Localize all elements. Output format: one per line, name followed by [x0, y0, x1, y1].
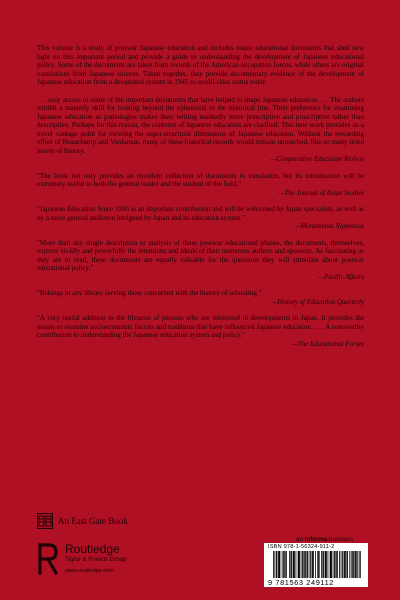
barcode-bar	[294, 551, 295, 578]
barcode-bar	[353, 551, 354, 578]
barcode-bar	[298, 551, 299, 578]
barcode-bar	[274, 551, 275, 578]
barcode-bar	[312, 551, 313, 578]
barcode-bar	[315, 551, 316, 578]
review-text: "A very useful addition to the libraries of persons who are interested in developments in Japan. It provides the means to examine socioeconomic factors and traditions that have influenced Japanese education. . . . A noteworthy contribution to understanding the Japanese education system and policy."	[37, 314, 364, 339]
publisher-group: Taylor & Francis Group	[65, 557, 127, 563]
barcode-bar	[331, 551, 332, 578]
intro-paragraph: This volume is a study of postwar Japanese education and includes major educational documents that shed new light on this important period and provide a guide to understanding the development of Japanese educational policy. Some of the documents are taken from records of the American occupation forces, while others are original translations from Japanese sources. Taken together, they provide documentary evidence of the development of Japanese education from a devastated system in 1945 to world-class status today.	[37, 44, 364, 86]
barcode-bar	[312, 551, 313, 578]
barcode-bar	[328, 551, 329, 578]
review-text: "More than any single description or analysis of these postwar educational phases, the documents, themselves, express vividly and powerfully the intentions and ideals of their numerous authors and sponsors. As fascinating as they are to read, these documents are equally valuable for the questions they will stimulate about postwar educational policy."	[37, 238, 364, 272]
barcode-bar	[293, 551, 294, 578]
barcode-bar	[336, 551, 337, 578]
barcode-bar	[299, 551, 300, 578]
barcode-bar	[298, 551, 299, 578]
barcode-bar	[289, 551, 290, 578]
barcode-bar	[359, 551, 360, 578]
publisher-block	[37, 543, 126, 575]
barcode-bar	[347, 551, 348, 578]
review-text: "Belongs in any library serving those concerned with the history of schooling."	[37, 289, 262, 297]
barcode-bar	[291, 551, 292, 578]
barcode-bar	[318, 551, 319, 578]
barcode-bar	[334, 551, 335, 578]
barcode-box	[264, 543, 368, 587]
barcode-bar	[293, 551, 294, 578]
barcode-bar	[303, 551, 304, 578]
barcode-bar	[296, 551, 297, 578]
barcode-bar	[280, 551, 281, 578]
barcode-bar	[313, 551, 314, 578]
isbn-label: ISBN 978-1-56324-911-2	[268, 544, 335, 550]
barcode-bar	[344, 551, 345, 578]
review-asian-studies	[37, 172, 364, 199]
barcode-bar	[339, 551, 340, 578]
informa-brand: informa	[304, 536, 328, 543]
barcode-bar	[319, 551, 320, 578]
cover-text	[37, 44, 364, 349]
barcode-bar	[286, 551, 287, 578]
barcode-bar	[306, 551, 307, 578]
barcode-bar	[344, 551, 345, 578]
barcode-bar	[325, 551, 326, 578]
review-pacific-affairs	[37, 239, 364, 283]
publisher-url: www.routledge.com	[65, 568, 114, 574]
review-source: —Monumenta Nipponica	[294, 223, 364, 230]
barcode-bar	[322, 551, 323, 578]
barcode-bar	[278, 551, 279, 578]
barcode-bar	[337, 551, 338, 578]
barcode-bar	[346, 551, 347, 578]
review-text: "Japanese Education Since 1945 is an important contribution and will be welcomed by Japan specialists, as well as by a more general audience intrigued by Japan and its education system."	[37, 205, 364, 222]
barcode-bar	[360, 551, 361, 578]
barcode-bar	[304, 551, 305, 578]
barcode-bar	[317, 551, 318, 578]
review-text: "The book not only provides an excellent collection of documents in translation, but its introduction will be extremely useful to both the general reader and the student of the field."	[37, 171, 364, 188]
barcode-bar	[277, 551, 278, 578]
barcode-bar	[307, 551, 308, 578]
publisher-name: Routledge	[65, 542, 120, 556]
barcode-bars-icon	[273, 551, 361, 578]
barcode-bar	[342, 551, 343, 578]
barcode-bar	[301, 551, 302, 578]
barcode-bar	[356, 551, 357, 578]
barcode-bar	[323, 551, 324, 578]
review-source: —Comparative Education Review	[270, 156, 364, 163]
barcode-bar	[326, 551, 327, 578]
barcode-bar	[290, 551, 291, 578]
barcode-bar	[355, 551, 356, 578]
review-history-education	[37, 289, 364, 307]
review-educational-forum	[37, 314, 364, 349]
review-source: —Pacific Affairs	[317, 273, 364, 281]
east-gate-logo-icon	[37, 513, 53, 529]
east-gate-label: An East Gate Book	[58, 516, 128, 526]
review-source: —The Journal of Asian Studies	[278, 189, 364, 197]
barcode-bar	[341, 551, 342, 578]
barcode-bar	[354, 551, 355, 578]
barcode-bar	[276, 551, 277, 578]
barcode-bar	[325, 551, 326, 578]
barcode-bar	[273, 551, 274, 578]
barcode-bar	[349, 551, 350, 578]
routledge-logo-icon	[37, 543, 59, 575]
informa-prefix: an	[296, 536, 305, 543]
review-source: —History of Education Quarterly	[271, 298, 364, 306]
barcode-bar	[352, 551, 353, 578]
barcode-number: 9 781563 249112	[268, 578, 334, 587]
review-text: . . . easy access to some of the important documents that have helped to shape Japanese education . . . The authors exhibit a masterly skill for looking beyond the ephemeral to the historical line. Their preference for examining Japanese education as pathologies makes their writing markedly more prescriptive and proscriptive rather than descriptive. Perhaps for this reason, the contours of Japanese education are clarified. This new work provides us a novel vantage point for viewing the super-structural dimensions of Japanese education. Without the rewarding effort of Beauchamp and Vardaman, many of these historical records would remain untouched, like so many dried leaves of history.	[37, 95, 364, 155]
informa-suffix: business	[327, 536, 354, 543]
barcode-bar	[309, 551, 310, 578]
barcode-bar	[285, 551, 286, 578]
barcode-bar	[310, 551, 311, 578]
barcode-bar	[351, 551, 352, 578]
barcode-bar	[283, 551, 284, 578]
barcode-bar	[330, 551, 331, 578]
review-comparative-education	[37, 96, 364, 165]
barcode-bar	[345, 551, 346, 578]
barcode-bar	[284, 551, 285, 578]
barcode-bar	[279, 551, 280, 578]
barcode-bar	[305, 551, 306, 578]
barcode-bar	[333, 551, 334, 578]
barcode-bar	[357, 551, 358, 578]
review-source: —The Educational Forum	[291, 340, 364, 348]
barcode-bar	[282, 551, 283, 578]
review-monumenta-nipponica	[37, 205, 364, 232]
barcode-bar	[302, 551, 303, 578]
barcode-bar	[321, 551, 322, 578]
barcode-bar	[335, 551, 336, 578]
barcode-bar	[330, 551, 331, 578]
east-gate-imprint	[37, 513, 128, 529]
informa-tagline	[296, 536, 353, 543]
